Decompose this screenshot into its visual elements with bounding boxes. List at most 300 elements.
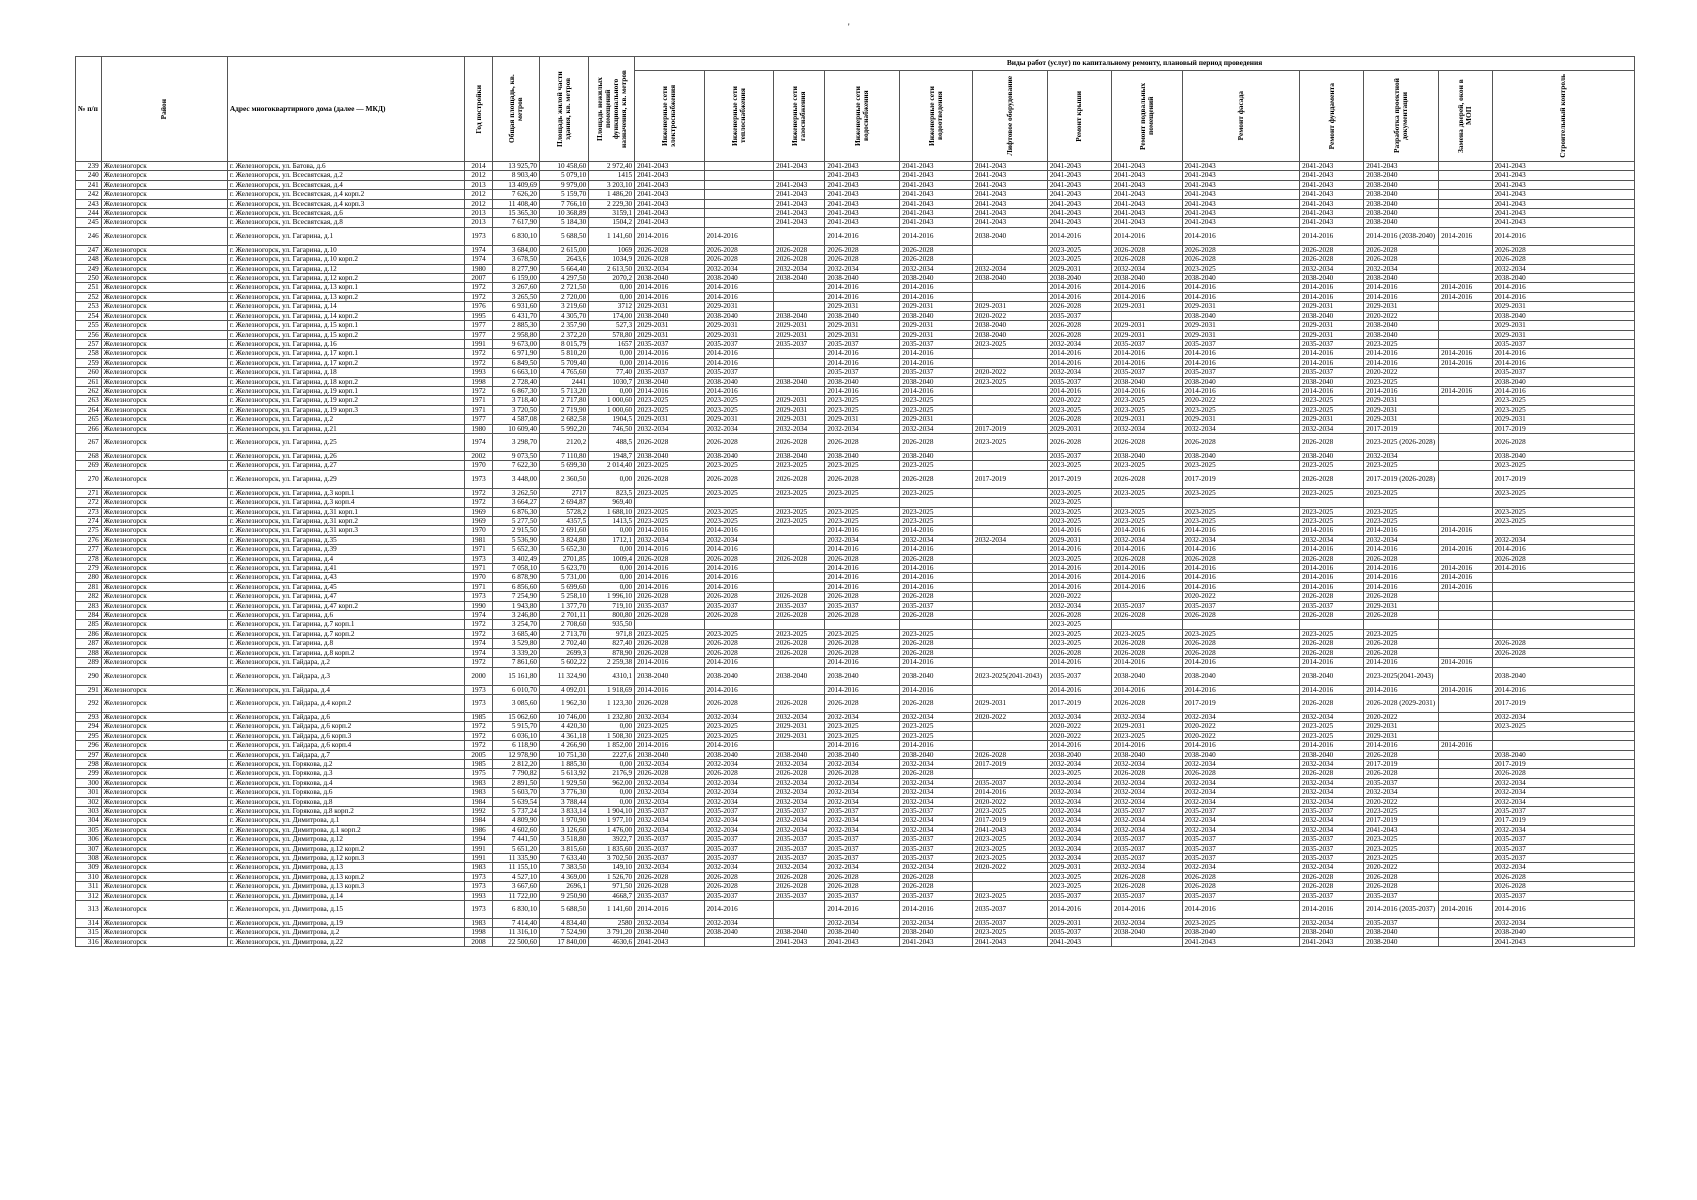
table-cell: 2014-2016: [635, 685, 704, 694]
table-cell: 1 486,20: [589, 190, 635, 199]
table-cell: 2 360,50: [540, 470, 589, 488]
table-cell: г. Железногорск, ул. Димитрова, д.12 корп.3: [227, 854, 464, 863]
table-cell: 2038-2040: [1364, 321, 1439, 330]
table-cell: 2026-2028: [1182, 882, 1300, 891]
table-cell: 7 383,50: [540, 863, 589, 872]
table-cell: Железногорск: [101, 274, 227, 283]
table-cell: 274: [76, 517, 102, 526]
table-cell: Железногорск: [101, 611, 227, 620]
table-cell: г. Железногорск, ул. Гагарина, д.18 корп.2: [227, 377, 464, 386]
table-cell: Железногорск: [101, 844, 227, 853]
table-cell: 1972: [465, 386, 493, 395]
table-cell: 1972: [465, 358, 493, 367]
table-cell: [774, 292, 825, 301]
table-cell: 2014-2016: [1182, 283, 1300, 292]
table-cell: 277: [76, 545, 102, 554]
table-cell: 2014-2016: [1492, 227, 1634, 245]
table-cell: г. Железногорск, ул. Димитрова, д.22: [227, 937, 464, 946]
table-cell: 2032-2034: [1492, 788, 1634, 797]
table-cell: 2038-2040: [1364, 928, 1439, 937]
table-cell: Железногорск: [101, 162, 227, 171]
table-cell: 3 126,60: [540, 825, 589, 834]
table-cell: 4357,5: [540, 517, 589, 526]
table-cell: [1439, 488, 1492, 497]
table-cell: [825, 620, 900, 629]
table-cell: г. Железногорск, ул. Гайдара, д.6 корп.2: [227, 722, 464, 731]
table-cell: 1971: [465, 582, 493, 591]
table-cell: 2038-2040: [635, 667, 704, 685]
table-cell: 2032-2034: [1492, 919, 1634, 928]
table-cell: 2035-2037: [1492, 835, 1634, 844]
table-cell: 2026-2028: [635, 255, 704, 264]
table-cell: 2035-2037: [1047, 451, 1111, 460]
table-cell: 2041-2043: [972, 937, 1047, 946]
table-cell: г. Железногорск, ул. Батова, д.6: [227, 162, 464, 171]
table-cell: Железногорск: [101, 882, 227, 891]
table-cell: 2041-2043: [825, 190, 900, 199]
table-row: [76, 844, 1635, 853]
table-cell: 2038-2040: [1300, 377, 1364, 386]
table-cell: 2032-2034: [1047, 759, 1111, 768]
table-cell: 1 000,60: [589, 396, 635, 405]
table-cell: 2026-2028: [704, 554, 773, 563]
table-row: [76, 685, 1635, 694]
table-cell: 2023-2025: [1111, 629, 1182, 638]
table-cell: 265: [76, 415, 102, 424]
table-row: [76, 750, 1635, 759]
table-cell: [972, 639, 1047, 648]
table-cell: 2032-2034: [1300, 535, 1364, 544]
table-cell: [972, 722, 1047, 731]
table-cell: 17 840,00: [540, 937, 589, 946]
table-cell: 3 246,80: [492, 611, 539, 620]
table-cell: 2026-2028: [635, 611, 704, 620]
table-cell: 2026-2028: [900, 255, 973, 264]
table-cell: [1111, 592, 1182, 601]
table-cell: 971,8: [589, 629, 635, 638]
table-cell: Железногорск: [101, 620, 227, 629]
table-cell: [972, 592, 1047, 601]
table-cell: [972, 629, 1047, 638]
table-cell: 2026-2028: [774, 592, 825, 601]
table-cell: 2041-2043: [774, 937, 825, 946]
table-cell: 2023-2025: [774, 629, 825, 638]
table-cell: 2023-2025: [704, 722, 773, 731]
table-cell: 2032-2034: [704, 535, 773, 544]
table-cell: [774, 171, 825, 180]
table-cell: 2014-2016: [1047, 564, 1111, 573]
table-cell: 2014-2016: [1182, 358, 1300, 367]
table-cell: 2014-2016: [1300, 292, 1364, 301]
table-cell: 3 448,00: [492, 470, 539, 488]
table-cell: 3 815,60: [540, 844, 589, 853]
table-cell: 275: [76, 526, 102, 535]
table-cell: 2032-2034: [635, 424, 704, 433]
table-cell: 3 339,20: [492, 648, 539, 657]
table-cell: 2026-2028: [1492, 639, 1634, 648]
table-row: [76, 872, 1635, 881]
table-row: [76, 433, 1635, 451]
table-cell: 2041-2043: [1182, 162, 1300, 171]
table-row: [76, 582, 1635, 591]
table-cell: 2029-2031: [1300, 302, 1364, 311]
table-cell: 2029-2031: [1047, 535, 1111, 544]
table-cell: 2023-2025: [825, 731, 900, 740]
table-cell: 11 155,10: [492, 863, 539, 872]
table-cell: 2014-2016: [1111, 741, 1182, 750]
table-cell: [972, 245, 1047, 254]
table-cell: [972, 488, 1047, 497]
table-cell: [774, 685, 825, 694]
table-cell: 1 977,10: [589, 816, 635, 825]
table-cell: [972, 507, 1047, 516]
table-cell: г. Железногорск, ул. Гагарина, д.7 корп.2: [227, 629, 464, 638]
table-cell: 239: [76, 162, 102, 171]
table-cell: 248: [76, 255, 102, 264]
table-cell: 2035-2037: [1300, 806, 1364, 815]
table-cell: Железногорск: [101, 601, 227, 610]
table-cell: 2038-2040: [1492, 928, 1634, 937]
table-cell: 4 266,90: [540, 741, 589, 750]
table-cell: г. Железногорск, ул. Гагарина, д.10 корп.2: [227, 255, 464, 264]
table-cell: [1439, 451, 1492, 460]
table-cell: 2014-2016: [825, 292, 900, 301]
table-cell: 0,00: [589, 349, 635, 358]
table-cell: 2026-2028: [774, 245, 825, 254]
table-cell: 2014-2016: [900, 741, 973, 750]
table-cell: г. Железногорск, ул. Димитрова, д.13 корп.3: [227, 882, 464, 891]
table-cell: 2023-2025: [972, 844, 1047, 853]
table-cell: 311: [76, 882, 102, 891]
table-cell: [1439, 470, 1492, 488]
table-cell: 2032-2034: [1047, 844, 1111, 853]
table-cell: Железногорск: [101, 199, 227, 208]
table-cell: 1 508,30: [589, 731, 635, 740]
table-cell: 314: [76, 919, 102, 928]
table-cell: 2 691,60: [540, 526, 589, 535]
table-cell: 2026-2028: [1300, 648, 1364, 657]
table-cell: 1992: [465, 806, 493, 815]
table-cell: [1439, 264, 1492, 273]
table-cell: Железногорск: [101, 648, 227, 657]
table-cell: г. Железногорск, ул. Димитрова, д.14: [227, 891, 464, 900]
table-cell: 1971: [465, 564, 493, 573]
table-cell: 2026-2028: [704, 245, 773, 254]
table-cell: 2038-2040: [635, 274, 704, 283]
table-cell: 4630,6: [589, 937, 635, 946]
table-cell: 2020-2022: [1364, 863, 1439, 872]
table-cell: 2038-2040: [774, 451, 825, 460]
table-row: [76, 292, 1635, 301]
table-cell: 2017-2019: [1364, 816, 1439, 825]
table-cell: 2029-2031: [1300, 330, 1364, 339]
table-cell: 2023-2025: [972, 433, 1047, 451]
table-cell: 2032-2034: [1300, 788, 1364, 797]
table-cell: [972, 292, 1047, 301]
table-cell: 2035-2037: [900, 891, 973, 900]
table-cell: 2038-2040: [825, 451, 900, 460]
table-cell: 256: [76, 330, 102, 339]
table-cell: 1975: [465, 769, 493, 778]
table-cell: 2038-2040: [774, 750, 825, 759]
table-row: [76, 377, 1635, 386]
table-cell: 2026-2028: [1364, 750, 1439, 759]
table-cell: 2014-2016: [1364, 564, 1439, 573]
table-cell: Железногорск: [101, 461, 227, 470]
table-cell: 2014-2016: [1492, 545, 1634, 554]
table-cell: 2014-2016: [1364, 292, 1439, 301]
table-cell: 2014-2016: [704, 227, 773, 245]
table-cell: 1973: [465, 592, 493, 601]
table-cell: 2032-2034: [900, 759, 973, 768]
table-cell: 2035-2037: [900, 844, 973, 853]
table-cell: 5 652,30: [492, 545, 539, 554]
table-cell: 6 431,70: [492, 311, 539, 320]
table-cell: [1364, 498, 1439, 507]
table-cell: 2041-2043: [1300, 209, 1364, 218]
table-cell: [704, 620, 773, 629]
table-cell: 2038-2040: [1364, 180, 1439, 189]
table-cell: 4668,7: [589, 891, 635, 900]
header-district: Район: [101, 57, 227, 162]
table-cell: 7 633,40: [540, 854, 589, 863]
table-cell: 2014-2016: [635, 573, 704, 582]
table-cell: 2035-2037: [1364, 919, 1439, 928]
table-cell: [1439, 816, 1492, 825]
table-row: [76, 891, 1635, 900]
table-cell: 2032-2034: [1364, 451, 1439, 460]
table-cell: [1300, 498, 1364, 507]
table-cell: 2029-2031: [1492, 302, 1634, 311]
table-cell: 2032-2034: [1300, 919, 1364, 928]
table-cell: 2038-2040: [635, 451, 704, 460]
table-cell: 1970: [465, 573, 493, 582]
table-cell: 2035-2037: [1182, 601, 1300, 610]
table-cell: 1981: [465, 535, 493, 544]
table-cell: 3 702,50: [589, 854, 635, 863]
table-row: [76, 797, 1635, 806]
table-row: [76, 424, 1635, 433]
table-cell: 6 663,10: [492, 368, 539, 377]
table-cell: 1 526,70: [589, 872, 635, 881]
table-cell: 1976: [465, 302, 493, 311]
table-cell: 1973: [465, 872, 493, 881]
table-cell: 2035-2037: [704, 368, 773, 377]
table-cell: 2041-2043: [1300, 180, 1364, 189]
table-cell: 2029-2031: [900, 330, 973, 339]
table-cell: [1439, 759, 1492, 768]
table-cell: 15 062,60: [492, 712, 539, 721]
table-cell: г. Железногорск, ул. Гагарина, д.41: [227, 564, 464, 573]
table-row: [76, 498, 1635, 507]
table-cell: [1439, 825, 1492, 834]
table-cell: 2041-2043: [1111, 218, 1182, 227]
table-cell: 2014-2016: [900, 292, 973, 301]
table-cell: [1439, 498, 1492, 507]
table-cell: 2035-2037: [1047, 928, 1111, 937]
table-cell: 1998: [465, 928, 493, 937]
table-cell: 1 918,69: [589, 685, 635, 694]
table-cell: [1439, 321, 1492, 330]
table-cell: 2026-2028: [1182, 433, 1300, 451]
table-cell: 246: [76, 227, 102, 245]
table-cell: 2020-2022: [1047, 722, 1111, 731]
table-cell: 2038-2040: [825, 750, 900, 759]
table-cell: 1990: [465, 601, 493, 610]
table-cell: [774, 302, 825, 311]
table-cell: 2 891,50: [492, 778, 539, 787]
table-cell: 2 721,50: [540, 283, 589, 292]
table-cell: 2023-2025: [635, 629, 704, 638]
table-cell: 2014-2016 (2038-2040): [1364, 227, 1439, 245]
table-cell: 2026-2028: [900, 882, 973, 891]
table-cell: [972, 386, 1047, 395]
table-cell: 2026-2028: [1111, 648, 1182, 657]
table-cell: 2023-2025: [1047, 255, 1111, 264]
table-cell: 1972: [465, 658, 493, 667]
table-cell: 2026-2028: [1182, 872, 1300, 881]
table-cell: [1439, 255, 1492, 264]
table-cell: 2041-2043: [1182, 218, 1300, 227]
table-cell: 1983: [465, 919, 493, 928]
table-cell: г. Железногорск, ул. Гагарина, д.15 корп.1: [227, 321, 464, 330]
table-cell: 823,5: [589, 488, 635, 497]
table-cell: 2038-2040: [1492, 274, 1634, 283]
table-cell: 2032-2034: [1047, 825, 1111, 834]
table-cell: 1974: [465, 611, 493, 620]
table-cell: 2032-2034: [1047, 339, 1111, 348]
table-cell: Железногорск: [101, 535, 227, 544]
table-cell: 2023-2025: [1111, 517, 1182, 526]
table-cell: 2014-2016: [1439, 349, 1492, 358]
table-cell: 2023-2025: [635, 517, 704, 526]
table-cell: [1492, 582, 1634, 591]
table-cell: 2017-2019: [972, 816, 1047, 825]
table-cell: 5 184,30: [540, 218, 589, 227]
table-cell: 2035-2037: [774, 835, 825, 844]
table-cell: [1439, 937, 1492, 946]
table-cell: г. Железногорск, ул. Гагарина, д.3 корп.1: [227, 488, 464, 497]
table-cell: г. Железногорск, ул. Гагарина, д.12 корп.2: [227, 274, 464, 283]
table-cell: 2023-2025: [1047, 405, 1111, 414]
header-work-4: Инженерные сети водоотведения: [900, 71, 973, 162]
table-cell: Железногорск: [101, 816, 227, 825]
table-cell: 2026-2028: [1300, 872, 1364, 881]
table-cell: 2041-2043: [1047, 162, 1111, 171]
table-cell: 2026-2028: [1047, 321, 1111, 330]
table-cell: 2026-2028: [1182, 554, 1300, 563]
table-cell: 2029-2031: [1182, 415, 1300, 424]
table-cell: 2038-2040: [1047, 274, 1111, 283]
table-cell: 2032-2034: [900, 424, 973, 433]
table-cell: 2035-2037: [1300, 601, 1364, 610]
table-cell: 2026-2028: [900, 872, 973, 881]
table-cell: 2023-2025: [1492, 507, 1634, 516]
table-cell: 1974: [465, 245, 493, 254]
table-cell: [972, 611, 1047, 620]
table-cell: 2014-2016: [704, 545, 773, 554]
table-cell: 2014-2016: [1182, 658, 1300, 667]
table-cell: 2017-2019: [1364, 759, 1439, 768]
table-cell: г. Железногорск, ул. Гагарина, д.10: [227, 245, 464, 254]
table-cell: 2041-2043: [900, 171, 973, 180]
table-cell: Железногорск: [101, 292, 227, 301]
table-cell: 2035-2037: [972, 901, 1047, 919]
table-cell: 2026-2028 (2029-2031): [1364, 694, 1439, 712]
table-cell: 2023-2025: [1300, 722, 1364, 731]
table-cell: 2032-2034: [1300, 759, 1364, 768]
table-cell: 7 626,20: [492, 190, 539, 199]
table-cell: 3 265,50: [492, 292, 539, 301]
table-row: [76, 835, 1635, 844]
table-cell: 8 015,79: [540, 339, 589, 348]
table-cell: 800,80: [589, 611, 635, 620]
table-cell: [1439, 405, 1492, 414]
table-cell: 2032-2034: [704, 919, 773, 928]
table-cell: 2035-2037: [704, 854, 773, 863]
table-cell: Железногорск: [101, 573, 227, 582]
table-cell: 2026-2028: [635, 648, 704, 657]
table-cell: 2014-2016: [635, 358, 704, 367]
table-cell: 2026-2028: [635, 872, 704, 881]
table-cell: 2026-2028: [1492, 433, 1634, 451]
table-cell: 2026-2028: [1364, 255, 1439, 264]
table-cell: 2035-2037: [825, 601, 900, 610]
table-cell: 2029-2031: [1364, 396, 1439, 405]
table-cell: 2038-2040: [635, 750, 704, 759]
table-cell: 2041-2043: [900, 180, 973, 189]
table-cell: 0,00: [589, 292, 635, 301]
table-cell: г. Железногорск, ул. Горякова, д.8 корп.2: [227, 806, 464, 815]
table-row: [76, 901, 1635, 919]
table-cell: Железногорск: [101, 349, 227, 358]
table-cell: 2023-2025: [1047, 872, 1111, 881]
table-cell: г. Железногорск, ул. Димитрова, д.1: [227, 816, 464, 825]
table-cell: Железногорск: [101, 825, 227, 834]
table-cell: 282: [76, 592, 102, 601]
table-cell: 5 709,40: [540, 358, 589, 367]
table-cell: г. Железногорск, ул. Гайдара, д.6 корп.3: [227, 731, 464, 740]
table-cell: [1492, 498, 1634, 507]
table-cell: 2029-2031: [704, 330, 773, 339]
table-cell: 2041-2043: [1300, 937, 1364, 946]
table-cell: Железногорск: [101, 311, 227, 320]
table-cell: 2014-2016: [900, 573, 973, 582]
table-row: [76, 854, 1635, 863]
table-cell: [1439, 620, 1492, 629]
table-cell: 1415: [589, 171, 635, 180]
table-cell: 2023-2025: [1364, 854, 1439, 863]
table-cell: 2014-2016: [1439, 573, 1492, 582]
table-cell: 250: [76, 274, 102, 283]
table-cell: 7 110,80: [540, 451, 589, 460]
table-cell: [1439, 788, 1492, 797]
table-cell: 288: [76, 648, 102, 657]
table-cell: 2014-2016: [704, 283, 773, 292]
table-cell: 2032-2034: [1182, 535, 1300, 544]
table-cell: Железногорск: [101, 255, 227, 264]
table-cell: Железногорск: [101, 396, 227, 405]
table-cell: [972, 582, 1047, 591]
table-cell: 2023-2025: [1492, 461, 1634, 470]
table-cell: 1972: [465, 620, 493, 629]
table-cell: 2029-2031: [1492, 330, 1634, 339]
table-cell: 1977: [465, 321, 493, 330]
table-cell: [900, 498, 973, 507]
table-cell: [1439, 844, 1492, 853]
table-cell: [774, 526, 825, 535]
header-work-2: Инженерные сети газоснабжения: [774, 71, 825, 162]
